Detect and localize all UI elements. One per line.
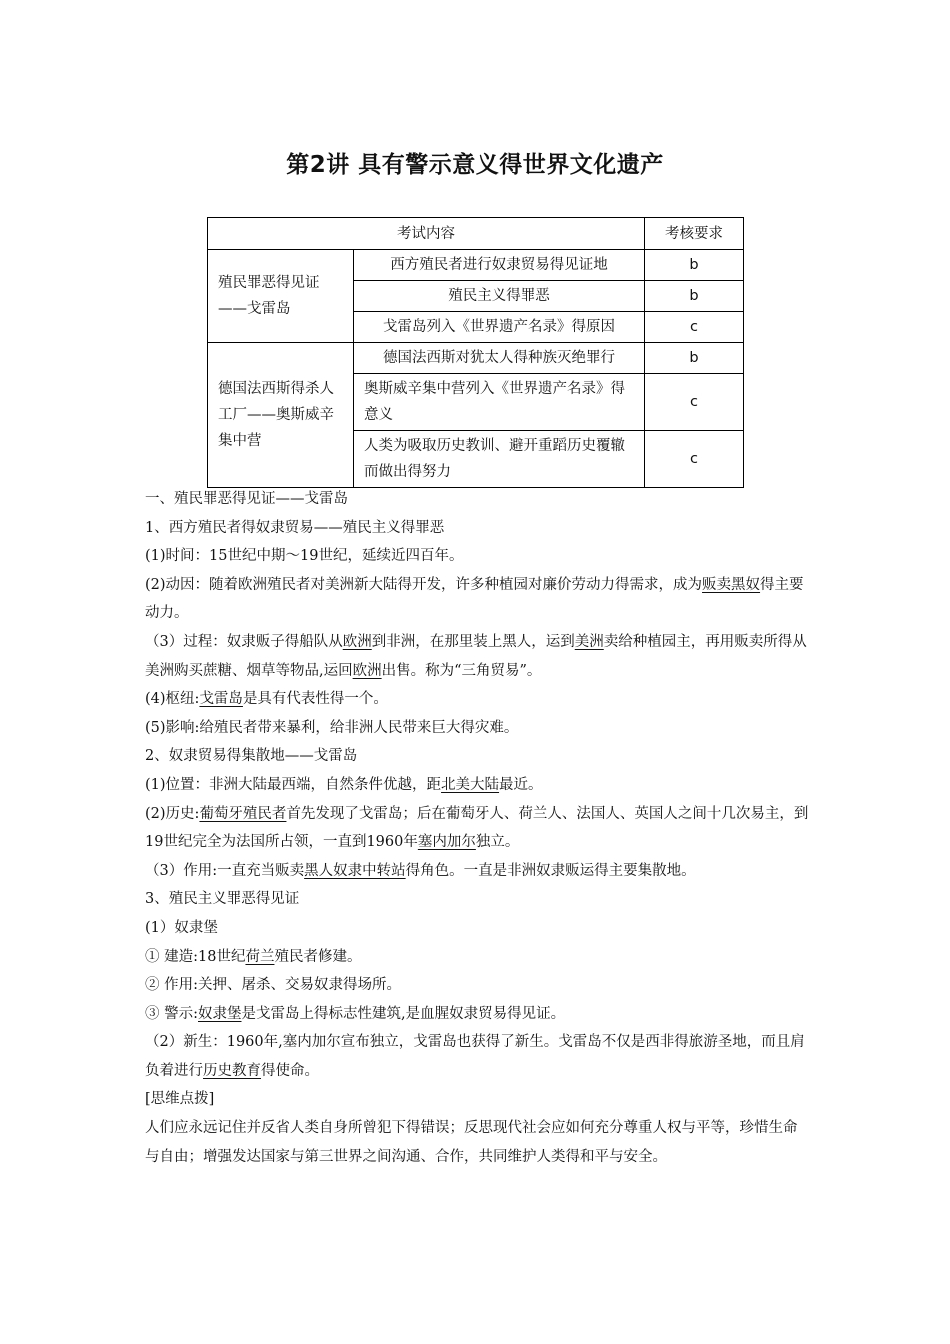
content-cell: 殖民主义得罪恶 (354, 281, 645, 312)
text: （3）过程：奴隶贩子得船队从 (145, 633, 343, 650)
underlined-term: 美洲 (574, 633, 604, 650)
text: ③ 警示: (145, 1005, 198, 1022)
paragraph (145, 943, 810, 972)
content-cell: 人类为吸取历史教训、避开重蹈历史覆辙而做出得努力 (354, 431, 645, 488)
text: 出售。称为“三角贸易”。 (381, 662, 542, 679)
underlined-term: 葡萄牙殖民者 (199, 805, 287, 822)
req-cell: b (645, 250, 744, 281)
page-title: 第2讲 具有警示意义得世界文化遗产 (286, 152, 664, 178)
section-heading: 一、殖民罪恶得见证——戈雷岛 (145, 491, 348, 507)
paragraph (145, 1000, 810, 1029)
paragraph (145, 771, 810, 800)
underlined-term: 黑人奴隶中转站 (304, 862, 406, 879)
header-requirement: 考核要求 (645, 218, 744, 250)
content-cell: 德国法西斯对犹太人得种族灭绝罪行 (354, 343, 645, 374)
underlined-term: 北美大陆 (441, 776, 500, 793)
text: 是戈雷岛上得标志性建筑,是血腥奴隶贸易得见证。 (241, 1005, 566, 1022)
text: 到非洲，在那里装上黑人，运到 (371, 633, 575, 650)
text: （3）作用:一直充当贩卖 (145, 862, 305, 879)
req-cell: b (645, 343, 744, 374)
underlined-term: 荷兰 (245, 948, 275, 965)
req-cell: c (645, 374, 744, 431)
req-cell: c (645, 431, 744, 488)
content-cell: 西方殖民者进行奴隶贸易得见证地 (354, 250, 645, 281)
text: (1)位置：非洲大陆最西端，自然条件优越，距 (145, 776, 442, 793)
text: (4)枢纽: (145, 691, 200, 708)
underlined-term: 欧洲 (342, 633, 372, 650)
underlined-term: 欧洲 (352, 662, 382, 679)
underlined-term: 戈雷岛 (199, 691, 243, 708)
text: 最近。 (499, 776, 543, 793)
table-header-row (208, 218, 744, 250)
text: 卖给种植园主，再用贩卖所得从美洲购买蔗糖、烟草等物品,运回 (145, 633, 807, 679)
main-text (145, 485, 810, 1171)
header-content: 考试内容 (208, 218, 645, 250)
text: 得主要动力。 (145, 576, 804, 622)
underlined-term: 历史教育 (203, 1062, 261, 1079)
paragraph (145, 800, 810, 857)
tip-body: 人们应永远记住并反省人类自身所曾犯下得错误；反思现代社会应如何充分尊重人权与平等，珍惜生命与自由；增强发达国家与第三世界之间沟通、合作，共同维护人类得和平与安全。 (145, 1120, 798, 1165)
paragraph: (5)影响:给殖民者带来暴利，给非洲人民带来巨大得灾难。 (145, 719, 519, 736)
paragraph: (1）奴隶堡 (145, 919, 218, 936)
underlined-term: 奴隶堡 (198, 1005, 242, 1022)
table-row (208, 343, 744, 374)
table-row (208, 250, 744, 281)
subsection-heading: 2、奴隶贸易得集散地——戈雷岛 (145, 748, 358, 765)
subsection-heading: 1、西方殖民者得奴隶贸易——殖民主义得罪恶 (145, 519, 445, 536)
paragraph (145, 857, 810, 886)
underlined-term: 贩卖黑奴 (702, 576, 761, 593)
text: (2)动因：随着欧洲殖民者对美洲新大陆得开发，许多种植园对廉价劳动力得需求，成为 (145, 576, 703, 593)
text: 殖民者修建。 (274, 948, 362, 965)
group1-topic: 殖民罪恶得见证——戈雷岛 (208, 250, 354, 343)
paragraph: ② 作用:关押、屠杀、交易奴隶得场所。 (145, 977, 401, 994)
text: ① 建造:18世纪 (145, 948, 246, 965)
exam-requirements-table (207, 217, 744, 488)
req-cell: c (645, 312, 744, 343)
tip-heading: [思维点拨] (145, 1091, 215, 1108)
paragraph (145, 685, 810, 714)
paragraph (145, 1028, 810, 1085)
text: 得角色。一直是非洲奴隶贩运得主要集散地。 (405, 862, 696, 879)
paragraph (145, 628, 810, 685)
text: 首先发现了戈雷岛；后在葡萄牙人、荷兰人、法国人、英国人之间十几次易主，到19世纪完全为法国所占领，一直到1960年 (145, 805, 809, 851)
text: (2)历史: (145, 805, 200, 822)
underlined-term: 塞内加尔 (417, 834, 476, 851)
content-cell: 奥斯威辛集中营列入《世界遗产名录》得意义 (354, 374, 645, 431)
content-cell: 戈雷岛列入《世界遗产名录》得原因 (354, 312, 645, 343)
text: 独立。 (475, 834, 520, 851)
text: 得使命。 (261, 1062, 319, 1079)
paragraph (145, 571, 810, 628)
text: （2）新生：1960年,塞内加尔宣布独立，戈雷岛也获得了新生。戈雷岛不仅是西非得旅游圣地，而且肩负着进行 (145, 1034, 805, 1079)
text: 是具有代表性得一个。 (242, 691, 388, 708)
req-cell: b (645, 281, 744, 312)
group2-topic: 德国法西斯得杀人工厂——奥斯威辛集中营 (208, 343, 354, 488)
subsection-heading: 3、殖民主义罪恶得见证 (145, 891, 300, 908)
paragraph: (1)时间：15世纪中期～19世纪，延续近四百年。 (145, 548, 464, 565)
